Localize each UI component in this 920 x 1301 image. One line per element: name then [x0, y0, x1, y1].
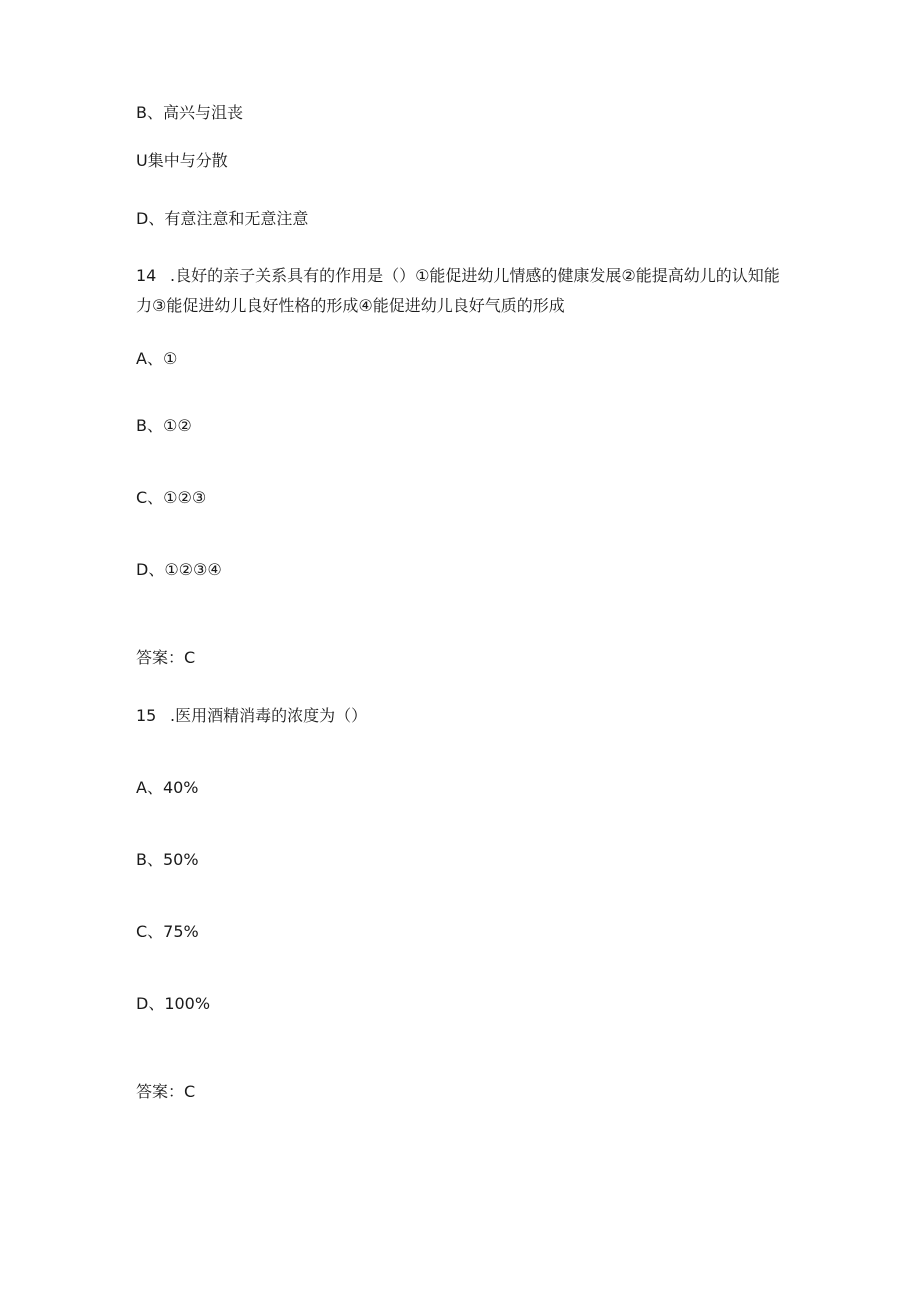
option-c-prev: U集中与分散: [136, 151, 228, 170]
option-d-prev: D、有意注意和无意注意: [136, 209, 309, 228]
question-14-option-d: D、①②③④: [136, 560, 222, 579]
question-14-option-a: A、①: [136, 349, 178, 368]
question-15-answer: 答案：C: [136, 1082, 196, 1101]
question-15-option-b: B、50%: [136, 850, 199, 869]
question-15-stem: [136, 706, 367, 726]
question-15-option-d: D、100%: [136, 994, 211, 1013]
question-14-text: .良好的亲子关系具有的作用是（）①能促进幼儿情感的健康发展②能提高幼儿的认知能力③能促进幼儿良好性格的形成④能促进幼儿良好气质的形成: [136, 266, 780, 315]
question-14-answer: 答案：C: [136, 648, 196, 667]
question-14-option-b: B、①②: [136, 416, 192, 435]
question-14-stem: [136, 261, 786, 321]
question-15-option-c: C、75%: [136, 922, 199, 941]
option-b-prev: B、高兴与沮丧: [136, 103, 243, 122]
question-15-number: 15: [136, 706, 157, 725]
question-14-number: 14: [136, 266, 157, 285]
question-15-text: .医用酒精消毒的浓度为（）: [170, 706, 368, 725]
question-14-option-c: C、①②③: [136, 488, 207, 507]
question-15-option-a: A、40%: [136, 778, 199, 797]
